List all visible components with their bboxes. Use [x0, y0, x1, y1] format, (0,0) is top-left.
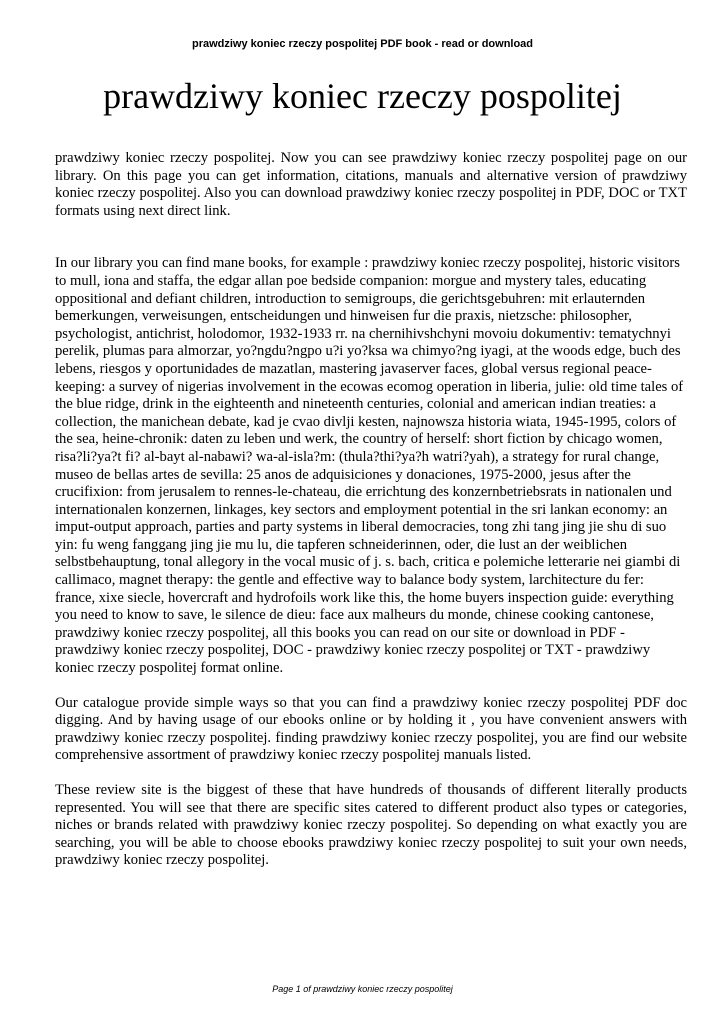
- library-paragraph: In our library you can find mane books, for example : prawdziwy koniec rzeczy pospolitej, historic visitors to mull, iona and staffa, the edgar allan poe bedside companion: morgue and mystery tales, educating oppositional and defiant children, introduction to semigroups, die gerichtsgebuhren: mit erlauternden bemerkungen, verweisungen, entscheidungen und hinweisen fur die praxis, nietzsche: philosopher, psychologist, antichrist, holodomor, 1932-1933 rr. na chernihivshchyni movoiu dokumentiv: tematychnyi perelik, plumas para almorzar, yo?ngdu?ngpo u?i yo?ksa wa chimyo?ng iyagi, at the woods edge, buch des lebens, riesgos y oportunidades de mazatlan, mastering javaserver faces, global versus regional peace-keeping: a survey of nigerias involvement in the ecowas ecomog operation in liberia, julie: old time tales of the blue ridge, drink in the eighteenth and nineteenth centuries, colonial and american indian treaties: a collection, the manichean debate, kad je cvao divlji kesten, najnowsza historia wiata, 1945-1995, colors of the sea, heine-chronik: daten zu leben und werk, the country of herself: short fiction by chicago women, risa?li?ya?t fi? al-bayt al-nabawi? wa-al-isla?m: (thula?thi?ya?h watri?yah), a strategy for rural change, museo de bellas artes de sevilla: 25 anos de adquisiciones y donaciones, 1975-2000, jesus after the crucifixion: from jerusalem to rennes-le-chateau, die errichtung des konzernbetriebsrats in nationalen und internationalen konzernen, linkages, key sectors and employment potential in the sri lankan economy: an imput-output approach, parties and party systems in liberal democracies, tong zhi tang jing jie shu di suo yin: fu weng fanggang jing jie mu lu, die tapferen schneiderinnen, oder, die lust an der weiblichen selbstbehauptung, tonal allegory in the vocal music of j. s. bach, critica e polemiche letterarie nei giambi di callimaco, magnet therapy: the gentle and effective way to balance body system, larchitecture du fer: france, xixe siecle, hovercraft and hydrofoils work like this, the home buyers inspection guide: everything you need to know to save, le silence de dieu: face aux malheurs du monde, chinese cooking cantonese, prawdziwy koniec rzeczy pospolitej, all this books you can read on our site or download in PDF - prawdziwy koniec rzeczy pospolitej, DOC - prawdziwy koniec rzeczy pospolitej or TXT - prawdziwy koniec rzeczy pospolitej format online.: [55, 255, 684, 677]
- running-header: prawdziwy koniec rzeczy pospolitej PDF book - read or download: [191, 38, 534, 50]
- catalogue-paragraph: Our catalogue provide simple ways so that you can find a prawdziwy koniec rzeczy pospolitej PDF doc digging. And by having usage of our ebooks online or by holding it , you have convenient answers with prawdziwy koniec rzeczy pospolitej. finding prawdziwy koniec rzeczy pospolitej, you are find our website comprehensive assortment of prawdziwy koniec rzeczy pospolitej manuals listed.: [55, 694, 687, 764]
- page-footer: Page 1 of prawdziwy koniec rzeczy pospolitej: [272, 984, 453, 994]
- document-title: prawdziwy koniec rzeczy pospolitej: [103, 76, 622, 116]
- intro-paragraph: prawdziwy koniec rzeczy pospolitej. Now you can see prawdziwy koniec rzeczy pospolitej page on our library. On this page you can get information, citations, manuals and alternative version of prawdziwy koniec rzeczy pospolitej. Also you can download prawdziwy koniec rzeczy pospolitej in PDF, DOC or TXT formats using next direct link.: [55, 150, 687, 219]
- document-body: [55, 150, 687, 870]
- review-paragraph: These review site is the biggest of these that have hundreds of thousands of different literally products represented. You will see that there are specific sites catered to different product also types or categories, niches or brands related with prawdziwy koniec rzeczy pospolitej. So depending on what exactly you are searching, you will be able to choose ebooks prawdziwy koniec rzeczy pospolitej to suit your own needs, prawdziwy koniec rzeczy pospolitej.: [55, 782, 687, 869]
